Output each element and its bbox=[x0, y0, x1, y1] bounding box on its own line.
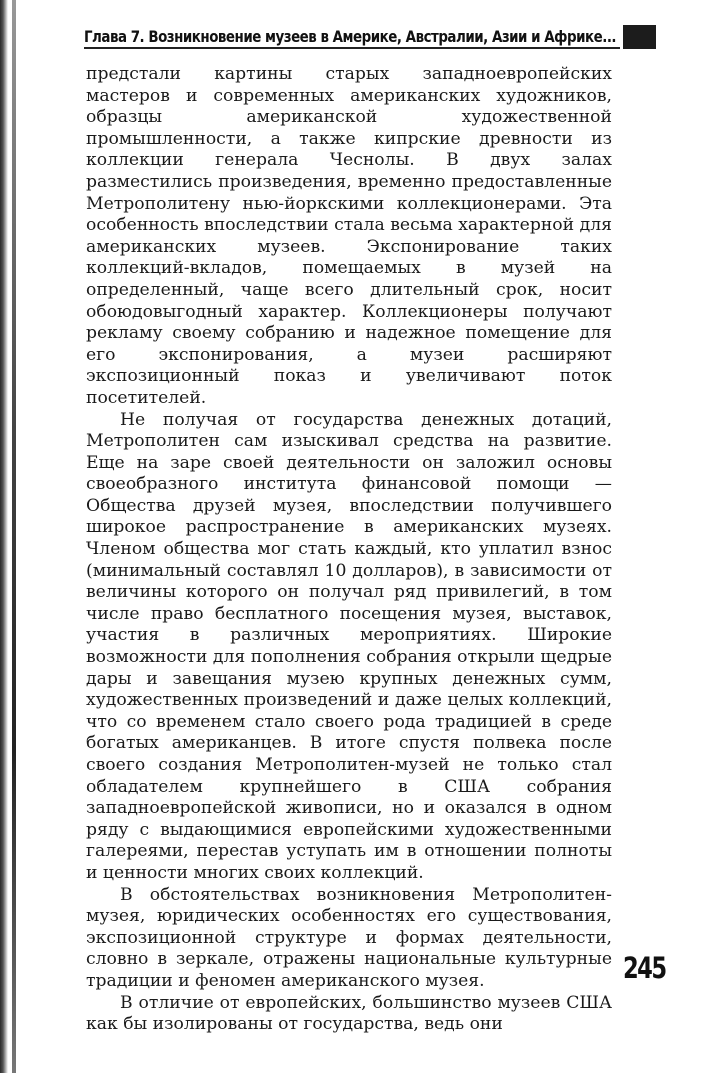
header-rule bbox=[84, 47, 620, 49]
header-black-tab bbox=[623, 25, 656, 49]
gutter-mark bbox=[12, 0, 16, 1073]
body-text bbox=[86, 64, 612, 1036]
running-title: Глава 7. Возникновение музеев в Америке, Австралии, Азии и Африке... bbox=[84, 27, 617, 46]
paragraph: В отличие от европейских, большинство музеев США как бы изолированы от государства, ведь они bbox=[86, 992, 612, 1035]
paragraph-continued: предстали картины старых западноевропейских мастеров и современных американских художников, образцы американской художественной промышленности, а также кипрские древности из коллекции генерала Чеснолы. В двух залах разместились произведения, временно предоставленные Метрополитену нью-йоркскими коллекционерами. Эта особенность впоследствии стала весьма характерной для американских музеев. Экспонирование таких коллекций-вкладов, помещаемых в музей на определенный, чаще всего длительный срок, носит обоюдовыгодный характер. Коллекционеры получают рекламу своему собранию и надежное помещение для его экспонирования, а музеи расширяют экспозиционный показ и увеличивают поток посетителей. bbox=[86, 64, 612, 408]
book-spine-shadow bbox=[0, 0, 8, 1073]
paragraph: В обстоятельствах возникновения Метрополитен-музея, юридических особенностях его существования, экспозиционной структуре и формах деятельности, словно в зеркале, отражены национальные культурные традиции и феномен американского музея. bbox=[86, 884, 612, 991]
page-number: 245 bbox=[623, 951, 666, 985]
paragraph: Не получая от государства денежных дотаций, Метрополитен сам изыскивал средства на развитие. Еще на заре своей деятельности он заложил основы своеобразного института финансовой помощи — Общества друзей музея, впоследствии получившего широкое распространение в американских музеях. Членом общества мог стать каждый, кто уплатил взнос (минимальный составлял 10 долларов), в зависимости от величины которого он получал ряд привилегий, в том числе право бесплатного посещения музея, выставок, участия в различных мероприятиях. Широкие возможности для пополнения собрания открыли щедрые дары и завещания музею крупных денежных сумм, художественных произведений и даже целых коллекций, что со временем стало своего рода традицией в среде богатых американцев. В итоге спустя полвека после своего создания Метрополитен-музей не только стал обладателем крупнейшего в США собрания западноевропейской живописи, но и оказался в одном ряду с выдающимися европейскими художественными галереями, перестав уступать им в отношении полноты и ценности многих своих коллекций. bbox=[86, 409, 612, 883]
running-head bbox=[84, 25, 654, 53]
